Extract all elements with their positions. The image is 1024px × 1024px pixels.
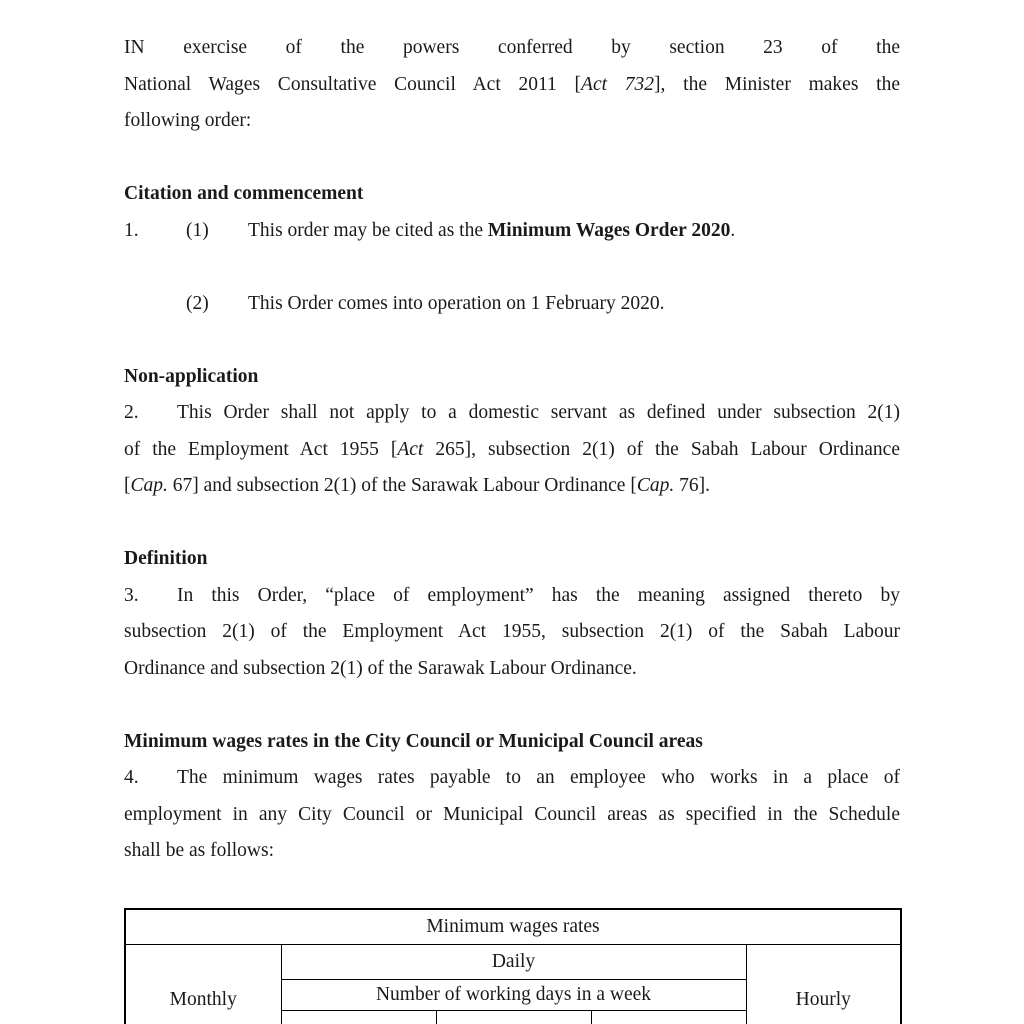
item-number: 4.: [124, 767, 139, 788]
bold-order-name: Minimum Wages Order 2020: [487, 219, 731, 241]
item-subnumber: (1): [186, 219, 209, 241]
citation-item-1: 1. (1) This order may be cited as the Minimum Wages Order 2020.: [124, 213, 900, 250]
min-wages-heading: Minimum wages rates in the City Council or Municipal Council areas: [124, 730, 703, 752]
item-number: 3.: [124, 584, 139, 606]
italic-act-reference: Act: [397, 438, 424, 460]
item-subnumber: (2): [186, 292, 209, 314]
italic-cap-reference: Cap.: [636, 475, 675, 496]
min-wages-line-1: 4. The minimum wages rates payable to an employee who works in a place of: [124, 760, 900, 797]
intro-line-2: National Wages Consultative Council Act 2011 [Act 732], the Minister makes the: [124, 73, 900, 95]
daily-subheader-cell: Number of working days in a week: [281, 979, 746, 1010]
column-header-hourly: Hourly: [746, 944, 901, 1024]
intro-line-1: IN exercise of the powers conferred by section 23 of the: [124, 37, 900, 58]
min-wages-paragraph: [124, 760, 900, 870]
min-wages-line-3: shall be as follows:: [124, 840, 275, 861]
minimum-wages-table: [124, 908, 902, 1024]
column-header-daily: Daily: [281, 944, 746, 979]
citation-item-2: (2) This Order comes into operation on 1 February 2020.: [124, 286, 900, 323]
citation-heading: Citation and commencement: [124, 183, 364, 204]
non-application-line-3: [Cap. 67] and subsection 2(1) of the Sarawak Labour Ordinance [Cap. 76].: [124, 475, 710, 496]
definition-paragraph: [124, 578, 900, 688]
daily-subcell-1: [281, 1010, 436, 1024]
definition-line-3: Ordinance and subsection 2(1) of the Sarawak Labour Ordinance.: [124, 657, 637, 679]
definition-line-2: subsection 2(1) of the Employment Act 1955, subsection 2(1) of the Sabah Labour: [124, 621, 900, 642]
non-application-paragraph: [124, 395, 900, 505]
non-application-line-2: of the Employment Act 1955 [Act 265], subsection 2(1) of the Sabah Labour Ordinance: [124, 438, 900, 460]
column-header-monthly: Monthly: [125, 944, 281, 1024]
non-application-line-1: 2. This Order shall not apply to a domestic servant as defined under subsection 2(1): [124, 395, 900, 432]
table-title-cell: Minimum wages rates: [125, 909, 901, 945]
non-application-heading: Non-application: [124, 365, 259, 387]
min-wages-line-2: employment in any City Council or Municipal Council areas as specified in the Schedule: [124, 803, 900, 825]
item-number: 1.: [124, 219, 139, 241]
italic-cap-reference: Cap.: [130, 475, 168, 496]
item-number: 2.: [124, 402, 139, 423]
intro-line-3: following order:: [124, 110, 252, 131]
definition-heading: Definition: [124, 548, 208, 569]
daily-subcell-2: [436, 1010, 591, 1024]
definition-line-1: 3. In this Order, “place of employment” has the meaning assigned thereto by: [124, 578, 900, 615]
table-title-row: [125, 909, 901, 945]
intro-paragraph: [124, 30, 900, 140]
daily-subcell-3: [591, 1010, 746, 1024]
table-header-row: [125, 944, 901, 979]
italic-act-reference: Act 732: [581, 73, 655, 95]
